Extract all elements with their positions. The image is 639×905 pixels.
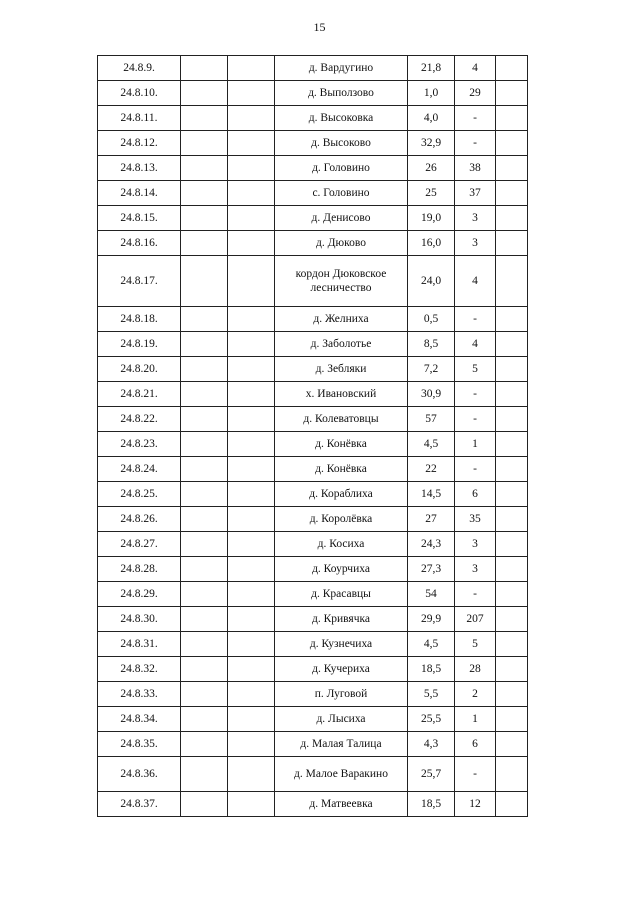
empty-cell xyxy=(181,792,228,817)
settlement-name-cell: д. Конёвка xyxy=(275,457,408,482)
distance-cell: 54 xyxy=(408,582,455,607)
distance-cell: 24,3 xyxy=(408,532,455,557)
distance-cell: 25 xyxy=(408,181,455,206)
settlement-name-cell: д. Королёвка xyxy=(275,507,408,532)
table-row xyxy=(98,607,528,632)
empty-cell xyxy=(181,256,228,307)
distance-cell: 8,5 xyxy=(408,332,455,357)
distance-cell: 14,5 xyxy=(408,482,455,507)
table-row xyxy=(98,407,528,432)
distance-cell: 18,5 xyxy=(408,657,455,682)
distance-cell: 4,0 xyxy=(408,106,455,131)
population-cell: - xyxy=(455,131,496,156)
empty-cell xyxy=(181,607,228,632)
table-row xyxy=(98,307,528,332)
population-cell: 5 xyxy=(455,357,496,382)
settlement-name-cell: д. Лысиха xyxy=(275,707,408,732)
distance-cell: 7,2 xyxy=(408,357,455,382)
empty-cell xyxy=(496,792,528,817)
empty-cell xyxy=(228,206,275,231)
settlement-name-cell: д. Вардугино xyxy=(275,56,408,81)
empty-cell xyxy=(228,181,275,206)
table-row xyxy=(98,482,528,507)
empty-cell xyxy=(496,707,528,732)
table-row xyxy=(98,382,528,407)
settlements-table xyxy=(97,55,528,817)
empty-cell xyxy=(181,482,228,507)
code-cell: 24.8.25. xyxy=(98,482,181,507)
empty-cell xyxy=(181,657,228,682)
population-cell: - xyxy=(455,582,496,607)
distance-cell: 29,9 xyxy=(408,607,455,632)
empty-cell xyxy=(181,81,228,106)
distance-cell: 0,5 xyxy=(408,307,455,332)
empty-cell xyxy=(496,106,528,131)
table-row xyxy=(98,732,528,757)
empty-cell xyxy=(496,607,528,632)
empty-cell xyxy=(496,206,528,231)
empty-cell xyxy=(228,106,275,131)
code-cell: 24.8.36. xyxy=(98,757,181,792)
empty-cell xyxy=(496,81,528,106)
empty-cell xyxy=(228,332,275,357)
code-cell: 24.8.22. xyxy=(98,407,181,432)
empty-cell xyxy=(496,382,528,407)
population-cell: 3 xyxy=(455,206,496,231)
empty-cell xyxy=(496,307,528,332)
code-cell: 24.8.30. xyxy=(98,607,181,632)
empty-cell xyxy=(181,707,228,732)
distance-cell: 21,8 xyxy=(408,56,455,81)
table-row xyxy=(98,81,528,106)
empty-cell xyxy=(496,632,528,657)
code-cell: 24.8.19. xyxy=(98,332,181,357)
empty-cell xyxy=(181,56,228,81)
empty-cell xyxy=(181,582,228,607)
code-cell: 24.8.9. xyxy=(98,56,181,81)
code-cell: 24.8.21. xyxy=(98,382,181,407)
empty-cell xyxy=(496,56,528,81)
code-cell: 24.8.32. xyxy=(98,657,181,682)
empty-cell xyxy=(496,432,528,457)
empty-cell xyxy=(228,382,275,407)
settlement-name-cell: кордон Дюковское лесничество xyxy=(275,256,408,307)
population-cell: 28 xyxy=(455,657,496,682)
empty-cell xyxy=(181,682,228,707)
population-cell: 4 xyxy=(455,332,496,357)
distance-cell: 57 xyxy=(408,407,455,432)
empty-cell xyxy=(181,307,228,332)
empty-cell xyxy=(181,382,228,407)
empty-cell xyxy=(228,792,275,817)
empty-cell xyxy=(228,657,275,682)
settlement-name-cell: д. Малая Талица xyxy=(275,732,408,757)
table-row xyxy=(98,682,528,707)
table-row xyxy=(98,532,528,557)
settlement-name-cell: д. Коурчиха xyxy=(275,557,408,582)
empty-cell xyxy=(496,657,528,682)
code-cell: 24.8.27. xyxy=(98,532,181,557)
code-cell: 24.8.34. xyxy=(98,707,181,732)
population-cell: 6 xyxy=(455,732,496,757)
table-row xyxy=(98,206,528,231)
distance-cell: 26 xyxy=(408,156,455,181)
population-cell: 29 xyxy=(455,81,496,106)
table-row xyxy=(98,582,528,607)
table-row xyxy=(98,557,528,582)
population-cell: - xyxy=(455,106,496,131)
empty-cell xyxy=(496,582,528,607)
empty-cell xyxy=(496,532,528,557)
table-row xyxy=(98,792,528,817)
table-row xyxy=(98,457,528,482)
settlement-name-cell: д. Высоковка xyxy=(275,106,408,131)
population-cell: 3 xyxy=(455,557,496,582)
empty-cell xyxy=(496,482,528,507)
table-row xyxy=(98,432,528,457)
empty-cell xyxy=(181,332,228,357)
settlement-name-cell: д. Кораблиха xyxy=(275,482,408,507)
code-cell: 24.8.17. xyxy=(98,256,181,307)
empty-cell xyxy=(496,557,528,582)
empty-cell xyxy=(181,432,228,457)
empty-cell xyxy=(496,256,528,307)
empty-cell xyxy=(181,632,228,657)
distance-cell: 30,9 xyxy=(408,382,455,407)
population-cell: - xyxy=(455,307,496,332)
code-cell: 24.8.11. xyxy=(98,106,181,131)
settlement-name-cell: д. Косиха xyxy=(275,532,408,557)
settlement-name-cell: с. Головино xyxy=(275,181,408,206)
empty-cell xyxy=(228,482,275,507)
empty-cell xyxy=(228,457,275,482)
empty-cell xyxy=(228,707,275,732)
table-row xyxy=(98,632,528,657)
table-row xyxy=(98,707,528,732)
distance-cell: 19,0 xyxy=(408,206,455,231)
settlement-name-cell: д. Заболотье xyxy=(275,332,408,357)
empty-cell xyxy=(228,307,275,332)
population-cell: 5 xyxy=(455,632,496,657)
population-cell: 6 xyxy=(455,482,496,507)
code-cell: 24.8.16. xyxy=(98,231,181,256)
population-cell: 12 xyxy=(455,792,496,817)
population-cell: 1 xyxy=(455,707,496,732)
empty-cell xyxy=(496,732,528,757)
table-row xyxy=(98,156,528,181)
table-row xyxy=(98,131,528,156)
settlement-name-cell: д. Колеватовцы xyxy=(275,407,408,432)
empty-cell xyxy=(496,181,528,206)
empty-cell xyxy=(228,532,275,557)
settlement-name-cell: д. Малое Варакино xyxy=(275,757,408,792)
table-row xyxy=(98,231,528,256)
empty-cell xyxy=(228,557,275,582)
empty-cell xyxy=(228,407,275,432)
code-cell: 24.8.29. xyxy=(98,582,181,607)
table-row xyxy=(98,56,528,81)
empty-cell xyxy=(228,357,275,382)
empty-cell xyxy=(496,682,528,707)
distance-cell: 16,0 xyxy=(408,231,455,256)
settlement-name-cell: д. Красавцы xyxy=(275,582,408,607)
code-cell: 24.8.12. xyxy=(98,131,181,156)
distance-cell: 1,0 xyxy=(408,81,455,106)
distance-cell: 22 xyxy=(408,457,455,482)
table-row xyxy=(98,357,528,382)
code-cell: 24.8.15. xyxy=(98,206,181,231)
distance-cell: 4,5 xyxy=(408,432,455,457)
settlement-name-cell: х. Ивановский xyxy=(275,382,408,407)
distance-cell: 18,5 xyxy=(408,792,455,817)
distance-cell: 27 xyxy=(408,507,455,532)
empty-cell xyxy=(496,332,528,357)
settlement-name-cell: д. Конёвка xyxy=(275,432,408,457)
distance-cell: 5,5 xyxy=(408,682,455,707)
code-cell: 24.8.31. xyxy=(98,632,181,657)
code-cell: 24.8.35. xyxy=(98,732,181,757)
empty-cell xyxy=(496,231,528,256)
empty-cell xyxy=(181,557,228,582)
population-cell: - xyxy=(455,757,496,792)
settlement-name-cell: д. Кучериха xyxy=(275,657,408,682)
code-cell: 24.8.13. xyxy=(98,156,181,181)
population-cell: 37 xyxy=(455,181,496,206)
settlement-name-cell: д. Высоково xyxy=(275,131,408,156)
population-cell: 3 xyxy=(455,532,496,557)
population-cell: 35 xyxy=(455,507,496,532)
empty-cell xyxy=(181,407,228,432)
empty-cell xyxy=(496,407,528,432)
empty-cell xyxy=(181,231,228,256)
empty-cell xyxy=(181,507,228,532)
code-cell: 24.8.26. xyxy=(98,507,181,532)
settlement-name-cell: д. Дюково xyxy=(275,231,408,256)
settlement-name-cell: п. Луговой xyxy=(275,682,408,707)
distance-cell: 4,5 xyxy=(408,632,455,657)
distance-cell: 24,0 xyxy=(408,256,455,307)
settlement-name-cell: д. Зебляки xyxy=(275,357,408,382)
population-cell: - xyxy=(455,382,496,407)
population-cell: 1 xyxy=(455,432,496,457)
empty-cell xyxy=(228,682,275,707)
code-cell: 24.8.23. xyxy=(98,432,181,457)
distance-cell: 25,7 xyxy=(408,757,455,792)
population-cell: 3 xyxy=(455,231,496,256)
settlement-name-cell: д. Кузнечиха xyxy=(275,632,408,657)
empty-cell xyxy=(228,607,275,632)
distance-cell: 25,5 xyxy=(408,707,455,732)
settlement-name-cell: д. Головино xyxy=(275,156,408,181)
code-cell: 24.8.37. xyxy=(98,792,181,817)
settlement-name-cell: д. Выползово xyxy=(275,81,408,106)
population-cell: 4 xyxy=(455,256,496,307)
empty-cell xyxy=(181,532,228,557)
distance-cell: 27,3 xyxy=(408,557,455,582)
code-cell: 24.8.10. xyxy=(98,81,181,106)
empty-cell xyxy=(496,131,528,156)
population-cell: 2 xyxy=(455,682,496,707)
code-cell: 24.8.28. xyxy=(98,557,181,582)
empty-cell xyxy=(228,732,275,757)
empty-cell xyxy=(181,732,228,757)
table-row xyxy=(98,657,528,682)
settlement-name-cell: д. Матвеевка xyxy=(275,792,408,817)
distance-cell: 32,9 xyxy=(408,131,455,156)
code-cell: 24.8.14. xyxy=(98,181,181,206)
empty-cell xyxy=(496,507,528,532)
population-cell: - xyxy=(455,407,496,432)
empty-cell xyxy=(181,757,228,792)
code-cell: 24.8.33. xyxy=(98,682,181,707)
population-cell: 207 xyxy=(455,607,496,632)
table-row xyxy=(98,757,528,792)
empty-cell xyxy=(496,357,528,382)
empty-cell xyxy=(181,156,228,181)
settlement-name-cell: д. Кривячка xyxy=(275,607,408,632)
empty-cell xyxy=(228,632,275,657)
table-row xyxy=(98,256,528,307)
empty-cell xyxy=(228,582,275,607)
empty-cell xyxy=(228,231,275,256)
empty-cell xyxy=(496,457,528,482)
settlement-name-cell: д. Денисово xyxy=(275,206,408,231)
empty-cell xyxy=(181,357,228,382)
empty-cell xyxy=(228,432,275,457)
code-cell: 24.8.20. xyxy=(98,357,181,382)
code-cell: 24.8.24. xyxy=(98,457,181,482)
settlement-name-cell: д. Желниха xyxy=(275,307,408,332)
table-row xyxy=(98,181,528,206)
empty-cell xyxy=(228,256,275,307)
empty-cell xyxy=(496,156,528,181)
population-cell: - xyxy=(455,457,496,482)
empty-cell xyxy=(228,757,275,792)
empty-cell xyxy=(228,56,275,81)
page-number: 15 xyxy=(313,20,326,34)
empty-cell xyxy=(496,757,528,792)
distance-cell: 4,3 xyxy=(408,732,455,757)
empty-cell xyxy=(228,507,275,532)
empty-cell xyxy=(181,131,228,156)
empty-cell xyxy=(228,156,275,181)
empty-cell xyxy=(228,131,275,156)
table-row xyxy=(98,106,528,131)
table-row xyxy=(98,507,528,532)
code-cell: 24.8.18. xyxy=(98,307,181,332)
population-cell: 38 xyxy=(455,156,496,181)
empty-cell xyxy=(181,181,228,206)
population-cell: 4 xyxy=(455,56,496,81)
empty-cell xyxy=(228,81,275,106)
table-row xyxy=(98,332,528,357)
empty-cell xyxy=(181,106,228,131)
empty-cell xyxy=(181,206,228,231)
empty-cell xyxy=(181,457,228,482)
